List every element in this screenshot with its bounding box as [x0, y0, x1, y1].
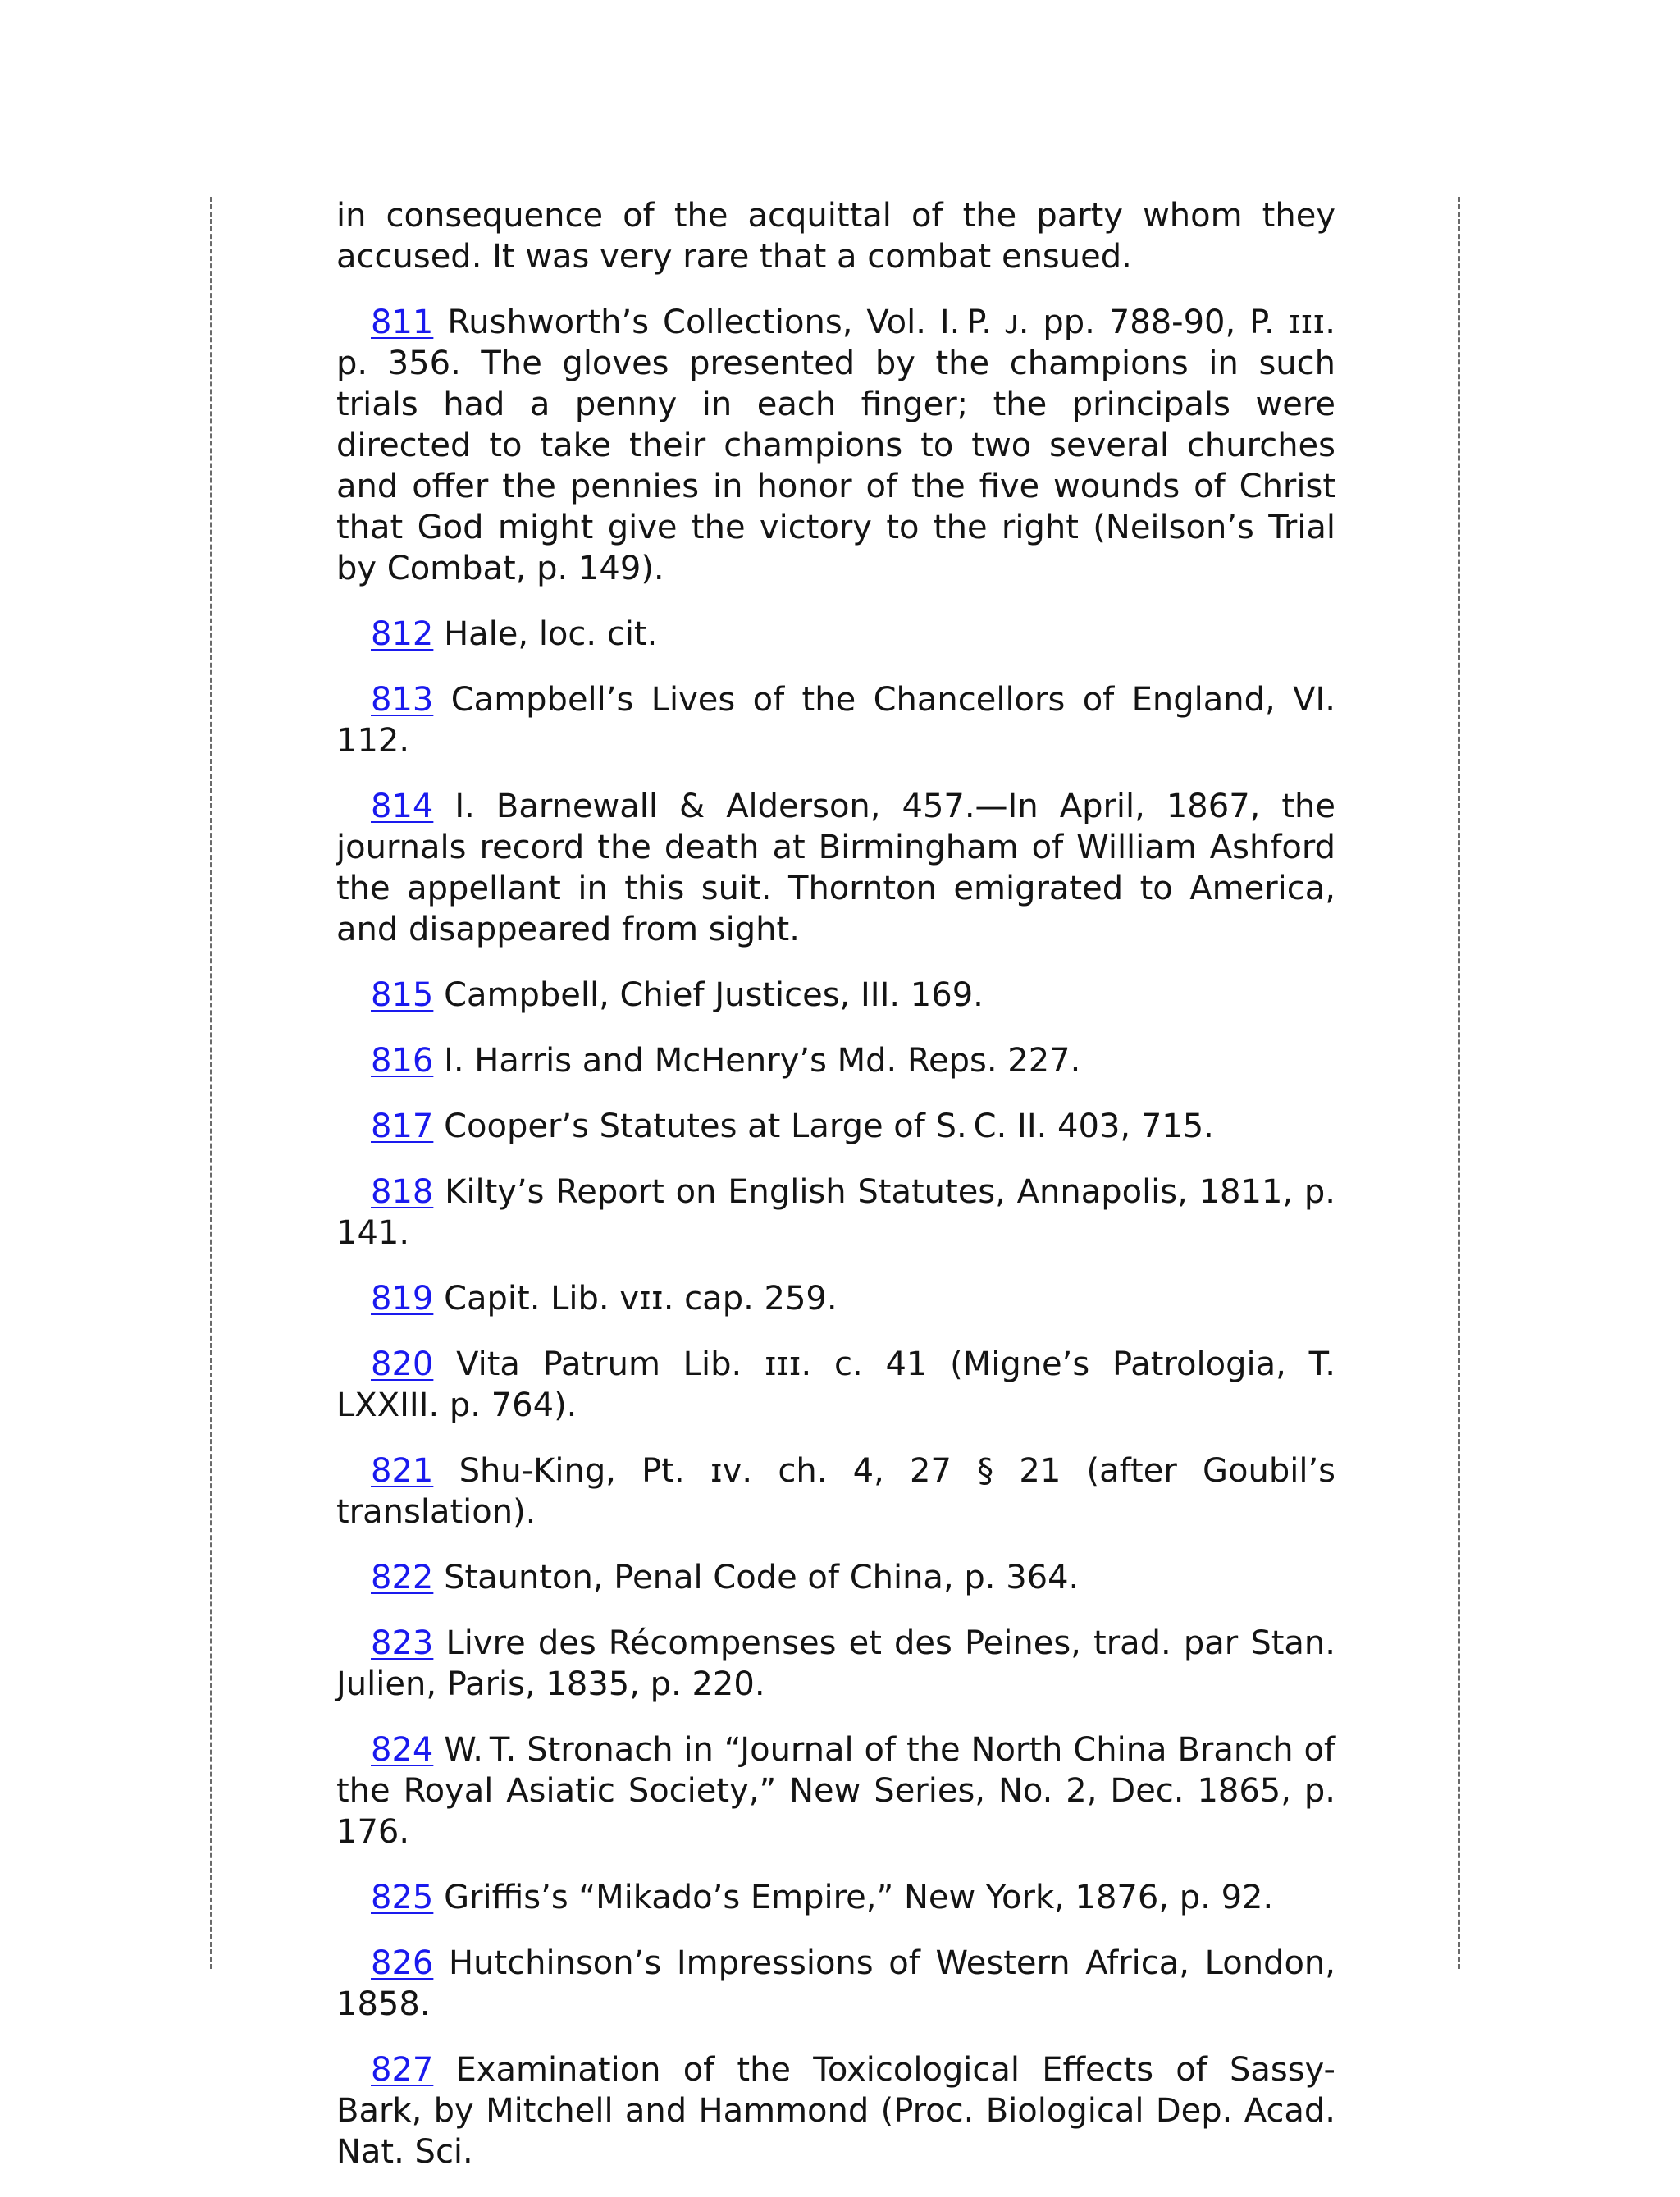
footnote-815	[336, 975, 1335, 1016]
footnote-811	[336, 302, 1335, 589]
footnote-link-820[interactable]: 820	[371, 1345, 434, 1383]
footnote-link-826[interactable]: 826	[371, 1944, 434, 1982]
footnote-820	[336, 1344, 1335, 1426]
footnote-link-813[interactable]: 813	[371, 681, 434, 719]
footnote-827	[336, 2049, 1335, 2172]
footnote-826	[336, 1943, 1335, 2025]
footnote-818	[336, 1172, 1335, 1254]
footnote-link-824[interactable]: 824	[371, 1731, 434, 1769]
footnotes-page	[336, 195, 1335, 2197]
footnote-text: Hale, loc. cit.	[444, 615, 658, 653]
footnote-text: Hutchinson’s Impressions of Western Africa, London, 1858.	[336, 1944, 1336, 2023]
right-margin-rule	[1458, 197, 1460, 1969]
footnote-text: Livre des Récompenses et des Peines, trad. par Stan. Julien, Paris, 1835, p. 220.	[336, 1624, 1335, 1703]
footnote-link-822[interactable]: 822	[371, 1559, 434, 1596]
footnote-text: Cooper’s Statutes at Large of S. C. II. 403, 715.	[444, 1108, 1214, 1145]
footnote-824	[336, 1729, 1335, 1852]
footnote-text: W. T. Stronach in “Journal of the North China Branch of the Royal Asiatic Society,” New Series, No. 2, Dec. 1865, p. 176.	[336, 1731, 1335, 1851]
footnote-822	[336, 1557, 1335, 1598]
footnote-813	[336, 679, 1335, 761]
footnote-817	[336, 1106, 1335, 1147]
footnote-link-821[interactable]: 821	[371, 1452, 434, 1490]
continued-footnote-text: in consequence of the acquittal of the party whom they accused. It was very rare that a combat ensued.	[336, 197, 1335, 276]
footnote-821	[336, 1450, 1335, 1532]
footnote-823	[336, 1623, 1335, 1705]
footnote-819	[336, 1278, 1335, 1319]
footnote-text: I. Harris and McHenry’s Md. Reps. 227.	[444, 1042, 1081, 1080]
footnote-text: Kilty’s Report on English Statutes, Annapolis, 1811, p. 141.	[336, 1173, 1335, 1252]
footnote-link-827[interactable]: 827	[371, 2051, 434, 2089]
footnote-link-825[interactable]: 825	[371, 1879, 434, 1916]
footnote-link-823[interactable]: 823	[371, 1624, 434, 1662]
footnote-text: Campbell, Chief Justices, III. 169.	[444, 976, 984, 1014]
footnote-link-814[interactable]: 814	[371, 788, 434, 825]
footnote-text: Campbell’s Lives of the Chancellors of England, VI. 112.	[336, 681, 1335, 760]
footnote-link-816[interactable]: 816	[371, 1042, 434, 1080]
footnote-text: Shu-King, Pt. ɪᴠ. ch. 4, 27 § 21 (after Goubil’s translation).	[336, 1452, 1335, 1531]
left-margin-rule	[210, 197, 212, 1969]
footnote-link-819[interactable]: 819	[371, 1280, 434, 1318]
footnote-text: Vita Patrum Lib. ɪɪɪ. c. 41 (Migne’s Patrologia, T. LXXIII. p. 764).	[336, 1345, 1335, 1424]
footnote-link-812[interactable]: 812	[371, 615, 434, 653]
footnote-text: Griffis’s “Mikado’s Empire,” New York, 1876, p. 92.	[444, 1879, 1274, 1916]
footnote-text: Staunton, Penal Code of China, p. 364.	[444, 1559, 1080, 1596]
footnote-link-817[interactable]: 817	[371, 1108, 434, 1145]
footnote-link-811[interactable]: 811	[371, 304, 434, 341]
footnote-link-818[interactable]: 818	[371, 1173, 434, 1211]
footnote-814	[336, 786, 1335, 950]
footnote-825	[336, 1877, 1335, 1918]
footnote-816	[336, 1040, 1335, 1081]
footnote-text: Examination of the Toxicological Effects of Sassy-Bark, by Mitchell and Hammond (Proc. Biological Dep. Acad. Nat. Sci.	[336, 2051, 1335, 2171]
footnote-text: I. Barnewall & Alderson, 457.—In April, 1867, the journals record the death at Birmingham of William Ashford the appellant in this suit. Thornton emigrated to America, and disappeared from sight.	[336, 788, 1336, 948]
footnote-text: Rushworth’s Collections, Vol. I. P. ᴊ. pp. 788-90, P. ɪɪɪ. p. 356. The gloves presented by the champions in such trials had a penny in each finger; the principals were directed to take their champions to two several churches and offer the pennies in honor of the five wounds of Christ that God might give the victory to the right (Neilson’s Trial by Combat, p. 149).	[336, 304, 1335, 587]
footnote-link-815[interactable]: 815	[371, 976, 434, 1014]
footnote-812	[336, 614, 1335, 655]
footnote-text: Capit. Lib. ᴠɪɪ. cap. 259.	[444, 1280, 838, 1318]
